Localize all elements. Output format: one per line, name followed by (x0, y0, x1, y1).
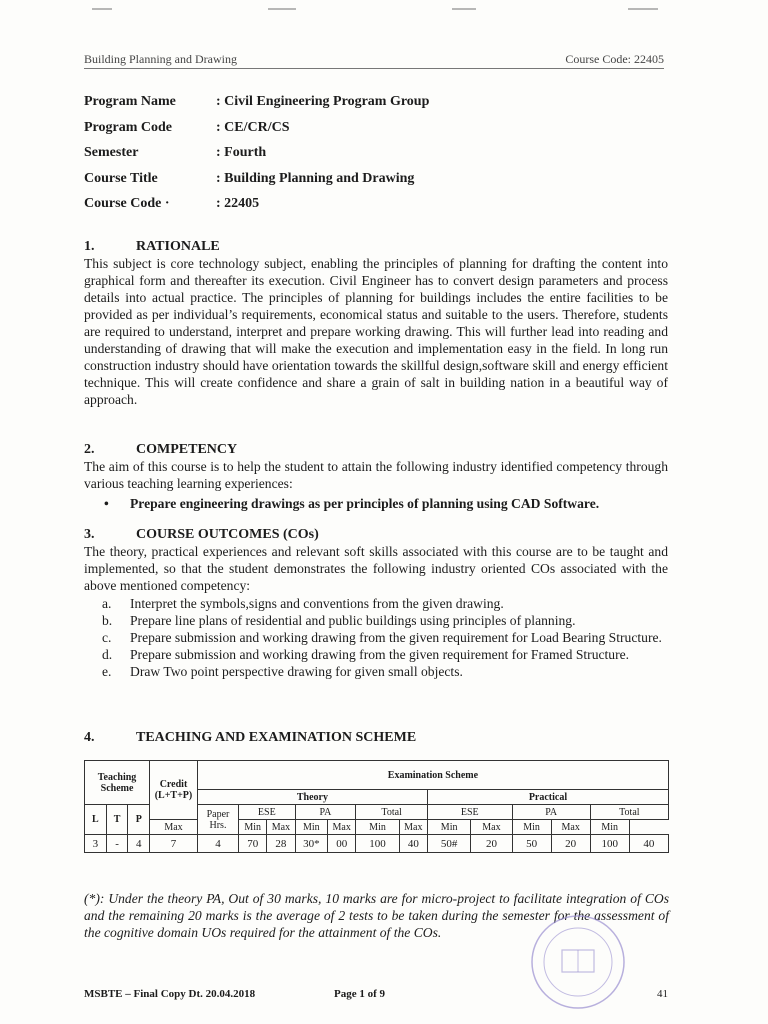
theory-header: Theory (197, 790, 427, 805)
header-cell: P (128, 805, 150, 835)
header-cell: ESE (239, 805, 295, 820)
header-cell: Max (267, 820, 295, 835)
header-rule (84, 68, 664, 69)
page-number: Page 1 of 9 (334, 988, 386, 1000)
practical-header: Practical (427, 790, 668, 805)
table-cell: 00 (328, 835, 356, 853)
table-cell: 50 (512, 835, 551, 853)
table-footnote: (*): Under the theory PA, Out of 30 marks, 10 marks are for micro-project to facilitate integration of COs and the remaining 20 marks is the average of 2 tests to be taken during the semester for the assessment of the cognitive domain UOs required for the attainment of the COs. (84, 890, 669, 940)
meta-label: Course Code · (84, 196, 170, 211)
meta-row (84, 145, 429, 171)
page-footer (84, 988, 668, 1000)
header-cell: L (85, 805, 107, 835)
section-scheme (84, 729, 668, 746)
table-row (85, 835, 669, 853)
meta-row (84, 94, 429, 120)
section-rationale (84, 238, 668, 408)
header-cell: Min (512, 820, 551, 835)
meta-label: Semester (84, 145, 139, 160)
list-item: c. Prepare submission and working drawing from the given requirement for Load Bearing Structure. (102, 630, 662, 645)
outcome-list (102, 595, 668, 680)
list-item: e. Draw Two point perspective drawing for given small objects. (102, 664, 463, 679)
section-outcomes (84, 526, 668, 680)
list-item: b. Prepare line plans of residential and public buildings using principles of planning. (102, 613, 576, 628)
table-cell: 100 (590, 835, 629, 853)
header-cell: Min (427, 820, 470, 835)
header-cell: Max (551, 820, 590, 835)
meta-row (84, 171, 429, 197)
scheme-table (84, 760, 669, 853)
header-cell: Max (150, 820, 198, 835)
table-cell: 28 (267, 835, 295, 853)
table-cell: 40 (629, 835, 668, 853)
competency-text: The aim of this course is to help the student to attain the following industry identified competency through various teaching learning experiences: (84, 459, 668, 491)
rationale-text: This subject is core technology subject, enabling the principles of planning for drafting the content into graphical form and thereafter its execution. Civil Engineer has to convert design parameters and process details into actual practice. The principles of planning for buildings includes the entire facilities to be provided as per individual’s requirements, economical status and suitable to the users. Therefore, students are required to understand, interpret and prepare working drawing. This will further lead into reading and understanding of drawing that will make the execution and implementation easy in the field. In long run construction industry should have orientation towards the skillful design,software skill and energy efficient technique. This will create confidence and share a grain of salt in building nation in a beautiful way of approach. (84, 256, 668, 407)
meta-row (84, 120, 429, 146)
header-cell: Min (239, 820, 267, 835)
header-cell: Min (356, 820, 399, 835)
header-cell: PA (295, 805, 356, 820)
table-cell: 4 (197, 835, 238, 853)
table-cell: 20 (551, 835, 590, 853)
list-item: d. Prepare submission and working drawing from the given requirement for Framed Structure. (102, 647, 630, 662)
header-cell: Max (328, 820, 356, 835)
section-heading: 3. COURSE OUTCOMES (COs) (84, 527, 319, 542)
list-item: a. Interpret the symbols,signs and conventions from the given drawing. (102, 596, 504, 611)
meta-value: : CE/CR/CS (216, 119, 290, 135)
meta-value: : Building Planning and Drawing (216, 170, 415, 186)
table-cell: 30* (295, 835, 328, 853)
section-competency (84, 441, 668, 512)
table-cell: 50# (427, 835, 470, 853)
meta-value: : 22405 (216, 196, 260, 211)
table-cell: 4 (128, 835, 150, 853)
header-cell: ESE (427, 805, 512, 820)
teaching-scheme-header: Teaching Scheme (85, 761, 150, 805)
section-heading: 1. RATIONALE (84, 239, 220, 254)
header-cell: PA (512, 805, 590, 820)
meta-row (84, 196, 429, 222)
credit-header: Credit (L+T+P) (150, 761, 198, 820)
header-cell: Total (356, 805, 428, 820)
table-cell: 100 (356, 835, 399, 853)
meta-label: Program Code (84, 119, 172, 135)
running-header (84, 52, 664, 67)
meta-label: Program Name (84, 94, 176, 109)
header-cell: Min (295, 820, 328, 835)
meta-label: Course Title (84, 170, 158, 186)
table-cell: 7 (150, 835, 198, 853)
table-cell: 20 (471, 835, 512, 853)
meta-value: : Fourth (216, 145, 267, 160)
header-cell: Min (590, 820, 629, 835)
outcomes-text: The theory, practical experiences and relevant soft skills associated with this course are to be taught and implemented, so that the student demonstrates the following industry oriented COs associated with the above mentioned competency: (84, 544, 668, 593)
paper-hrs-header: Paper Hrs. (197, 805, 238, 835)
section-heading: 4. TEACHING AND EXAMINATION SCHEME (84, 730, 417, 745)
sheet-number: 41 (657, 988, 668, 1000)
header-cell: Max (471, 820, 512, 835)
table-cell: 70 (239, 835, 267, 853)
course-meta (84, 94, 429, 222)
header-cell: T (106, 805, 128, 835)
meta-value: : Civil Engineering Program Group (216, 94, 430, 109)
exam-scheme-header: Examination Scheme (197, 761, 668, 790)
table-cell: 3 (85, 835, 107, 853)
header-course-code: Course Code: 22405 (565, 52, 664, 66)
header-cell: Total (590, 805, 668, 820)
competency-bullet: • Prepare engineering drawings as per principles of planning using CAD Software. (104, 496, 600, 511)
footer-copy-date: MSBTE – Final Copy Dt. 20.04.2018 (84, 988, 256, 1000)
table-cell: - (106, 835, 128, 853)
header-course-name: Building Planning and Drawing (84, 52, 237, 66)
table-cell: 40 (399, 835, 427, 853)
section-heading: 2. COMPETENCY (84, 442, 238, 457)
header-cell: Max (399, 820, 427, 835)
